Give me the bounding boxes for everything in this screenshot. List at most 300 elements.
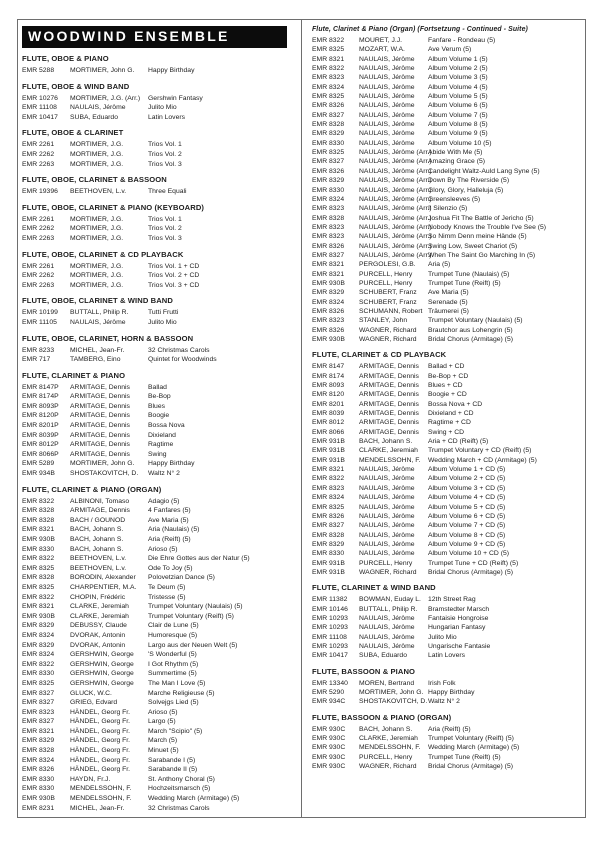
title-cell: Summertime (5): [148, 670, 197, 678]
title-cell: 'S Wonderful (5): [148, 651, 197, 659]
composer-cell: TAMBERG, Eino: [70, 356, 121, 364]
composer-cell: NAULAIS, Jérôme (Arr.): [359, 251, 432, 259]
composer-cell: MOURET, J.J.: [359, 37, 403, 44]
title-cell: Trios Vol. 1 + CD: [148, 262, 200, 270]
section-heading: FLUTE, OBOE & CLARINET: [22, 128, 124, 138]
ref-cell: EMR 8327: [22, 689, 55, 697]
ref-cell: EMR 8323: [312, 223, 345, 231]
title-cell: Hochzeitsmarsch (5): [148, 785, 211, 793]
catalog-row: [22, 346, 297, 356]
catalog-row: [312, 381, 581, 390]
title-cell: Latin Lovers: [148, 113, 186, 121]
ref-cell: EMR 8329: [22, 622, 55, 630]
title-cell: Boogie: [148, 412, 170, 420]
ref-cell: EMR 8321: [22, 526, 55, 534]
composer-cell: SCHUBERT, Franz: [359, 298, 417, 306]
ref-cell: EMR 8328: [312, 121, 345, 129]
ref-cell: EMR 8330: [312, 139, 345, 147]
catalog-row: [22, 545, 297, 555]
title-cell: Album Volume 6 (5): [428, 102, 488, 110]
title-cell: Trumpet Voluntary (Naulais) (5): [428, 317, 523, 325]
ref-cell: EMR 8233: [22, 346, 55, 354]
catalog-row: [312, 540, 581, 549]
catalog-row: [22, 554, 297, 564]
left-column: [18, 20, 301, 817]
section-heading: FLUTE, CLARINET & PIANO (ORGAN): [22, 484, 162, 494]
composer-cell: NAULAIS, Jérôme: [359, 93, 415, 101]
title-cell: Album Volume 5 + CD (5): [428, 503, 506, 511]
catalog-row: [312, 743, 581, 752]
composer-cell: CLARKE, Jeremiah: [359, 735, 418, 743]
ref-cell: EMR 2263: [22, 160, 55, 168]
catalog-row: [312, 679, 581, 688]
catalog-section: [312, 25, 581, 344]
ref-cell: EMR 8327: [312, 158, 345, 166]
title-cell: Blues: [148, 402, 166, 410]
ref-cell: EMR 8066P: [22, 450, 59, 458]
title-cell: Arioso (5): [148, 708, 178, 716]
composer-cell: ARMITAGE, Dennis: [70, 507, 130, 515]
title-cell: Clair de Lune (5): [148, 622, 199, 630]
ref-cell: EMR 2263: [22, 234, 55, 242]
composer-cell: BACH, Johann S.: [70, 545, 124, 553]
ref-cell: EMR 8321: [312, 466, 345, 474]
catalog-row: [22, 421, 297, 431]
catalog-row: [312, 129, 581, 138]
ref-cell: EMR 8326: [312, 242, 345, 250]
composer-cell: NAULAIS, Jérôme: [359, 550, 415, 558]
catalog-row: [312, 549, 581, 558]
ref-cell: EMR 930B: [22, 612, 55, 620]
ref-cell: EMR 11108: [22, 104, 57, 112]
title-cell: Trumpet Tune (Reift) (5): [428, 279, 501, 287]
ref-cell: EMR 930B: [22, 795, 55, 803]
catalog-row: [22, 593, 297, 603]
catalog-row: [22, 459, 297, 469]
title-cell: So Nimm Denn meine Hände (5): [428, 233, 527, 241]
title-cell: 32 Christmas Carols: [148, 804, 210, 812]
title-cell: When The Saint Go Marching In (5): [428, 251, 536, 259]
composer-cell: HÄNDEL, Georg Fr.: [70, 718, 131, 726]
title-cell: Bramstedter Marsch: [428, 605, 490, 613]
right-column: [302, 20, 585, 817]
ref-cell: EMR 5290: [312, 689, 345, 696]
catalog-row: [22, 736, 297, 746]
composer-cell: GLUCK, W.C.: [70, 689, 112, 697]
composer-cell: MORTIMER, J.G.: [70, 225, 124, 233]
title-cell: Trumpet Voluntary (Naulais) (5): [148, 603, 243, 611]
composer-cell: NAULAIS, Jérôme: [359, 642, 415, 650]
composer-cell: NAULAIS, Jérôme: [359, 102, 415, 110]
ref-cell: EMR 930C: [312, 744, 346, 752]
catalog-row: [312, 734, 581, 743]
composer-cell: ARMITAGE, Dennis: [70, 412, 130, 420]
catalog-row: [22, 140, 297, 150]
catalog-row: [22, 746, 297, 756]
ref-cell: EMR 930C: [312, 735, 346, 743]
catalog-row: [312, 73, 581, 82]
ref-cell: EMR 8330: [22, 775, 55, 783]
ref-cell: EMR 8321: [312, 261, 345, 269]
title-cell: Ungarische Fantasie: [428, 642, 491, 650]
catalog-row: [22, 756, 297, 766]
composer-cell: WAGNER, Richard: [359, 336, 417, 343]
composer-cell: BEETHOVEN, L.v.: [70, 555, 127, 563]
composer-cell: NAULAIS, Jérôme: [70, 104, 126, 112]
section-heading: FLUTE, BASSOON & PIANO: [312, 666, 416, 676]
title-cell: Fanfare - Rondeau (5): [428, 37, 496, 44]
composer-cell: NAULAIS, Jérôme: [359, 494, 415, 502]
title-cell: Ballad: [148, 383, 167, 391]
composer-cell: HÄNDEL, Georg Fr.: [70, 708, 131, 716]
title-cell: Fantaisie Hongroise: [428, 614, 489, 622]
catalog-row: [22, 497, 297, 507]
title-cell: Happy Birthday: [148, 67, 195, 74]
composer-cell: NAULAIS, Jérôme (Arr.): [359, 195, 432, 203]
catalog-row: [312, 167, 581, 176]
catalog-row: [22, 215, 297, 225]
catalog-row: [22, 402, 297, 412]
catalog-row: [22, 271, 297, 281]
title-cell: Boogie + CD: [428, 391, 467, 399]
composer-cell: MORTIMER, J.G.: [70, 141, 124, 149]
ref-cell: EMR 8324: [312, 494, 345, 502]
catalog-row: [312, 697, 581, 706]
composer-cell: GERSHWIN, George: [70, 679, 134, 687]
composer-cell: MORTIMER, John G.: [70, 460, 135, 468]
catalog-row: [312, 101, 581, 110]
catalog-section: [22, 334, 297, 365]
composer-cell: PERGOLESI, G.B.: [359, 261, 416, 269]
catalog-row: [22, 431, 297, 441]
composer-cell: BOWMAN, Euday L.: [359, 596, 421, 604]
title-cell: Album Volume 6 + CD (5): [428, 512, 506, 520]
catalog-row: [312, 362, 581, 371]
ref-cell: EMR 8330: [312, 550, 345, 558]
ref-cell: EMR 8201P: [22, 422, 59, 430]
title-cell: Album Volume 2 (5): [428, 65, 488, 73]
catalog-section: [22, 175, 297, 197]
catalog-row: [22, 794, 297, 804]
ref-cell: EMR 8329: [312, 289, 345, 297]
composer-cell: HÄNDEL, Georg Fr.: [70, 747, 131, 755]
ref-cell: EMR 8328: [22, 516, 55, 524]
ref-cell: EMR 8322: [22, 497, 55, 505]
title-cell: March (5): [148, 737, 178, 745]
composer-cell: MENDELSSOHN, F.: [359, 744, 421, 752]
catalog-row: [312, 279, 581, 288]
catalog-row: [312, 176, 581, 185]
section-heading: FLUTE, CLARINET & WIND BAND: [312, 583, 436, 593]
composer-cell: NAULAIS, Jérôme: [359, 111, 415, 119]
catalog-section: [312, 583, 581, 660]
ref-cell: EMR 8329: [312, 540, 345, 548]
catalog-row: [22, 281, 297, 291]
catalog-row: [22, 784, 297, 794]
title-cell: Blues + CD: [428, 382, 463, 390]
composer-cell: PURCELL, Henry: [359, 559, 413, 567]
ref-cell: EMR 8330: [22, 785, 55, 793]
ref-cell: EMR 931B: [312, 447, 345, 455]
title-cell: Il Silenzio (5): [428, 205, 468, 213]
title-cell: Tristesse (5): [148, 593, 186, 601]
composer-cell: SCHUBERT, Franz: [359, 289, 417, 297]
catalog-row: [312, 326, 581, 335]
ref-cell: EMR 930B: [22, 536, 55, 543]
catalog-row: [312, 372, 581, 381]
title-cell: Album Volume 10 + CD (5): [428, 550, 510, 558]
ref-cell: EMR 2262: [22, 272, 55, 280]
ref-cell: EMR 8322: [312, 65, 345, 73]
catalog-section: [22, 485, 297, 814]
catalog-row: [22, 392, 297, 402]
title-cell: Trumpet Voluntary (Reift) (5): [428, 735, 514, 743]
section-heading: FLUTE, OBOE, CLARINET & CD PLAYBACK: [22, 249, 184, 259]
catalog-row: [312, 614, 581, 623]
catalog-row: [312, 568, 581, 577]
ref-cell: EMR 8323: [312, 484, 345, 492]
catalog-row: [22, 469, 297, 479]
title-cell: Gershwin Fantasy: [148, 94, 203, 102]
ref-cell: EMR 8327: [22, 718, 55, 726]
title-cell: Wedding March (Armitage) (5): [428, 744, 520, 752]
title-cell: Album Volume 3 + CD (5): [428, 484, 506, 492]
title-cell: I Got Rhythm (5): [148, 660, 199, 668]
composer-cell: PURCELL, Henry: [359, 753, 413, 761]
ref-cell: EMR 8322: [312, 475, 345, 483]
catalog-row: [22, 516, 297, 526]
composer-cell: CLARKE, Jeremiah: [359, 447, 418, 455]
catalog-row: [312, 465, 581, 474]
ref-cell: EMR 8324: [312, 298, 345, 306]
ref-cell: EMR 8324: [22, 631, 55, 639]
ref-cell: EMR 8321: [312, 55, 345, 63]
composer-cell: NAULAIS, Jérôme: [359, 624, 415, 632]
catalog-section: [312, 350, 581, 577]
catalog-row: [312, 400, 581, 409]
catalog-section: [22, 128, 297, 169]
title-cell: Aria (Reift) (5): [428, 725, 471, 733]
ref-cell: EMR 8326: [312, 307, 345, 315]
catalog-row: [312, 409, 581, 418]
catalog-row: [22, 308, 297, 318]
title-cell: Greensleeves (5): [428, 195, 481, 203]
composer-cell: MOZART, W.A.: [359, 46, 405, 54]
ref-cell: EMR 8328: [312, 531, 345, 539]
title-cell: Album Volume 1 (5): [428, 55, 488, 63]
catalog-section: [22, 250, 297, 291]
composer-cell: MORTIMER, John G.: [359, 689, 424, 696]
catalog-row: [22, 113, 297, 123]
composer-cell: MENDELSSOHN, F.: [70, 795, 132, 803]
section-heading: FLUTE, OBOE & PIANO: [22, 54, 109, 63]
catalog-row: [312, 298, 581, 307]
ref-cell: EMR 10276: [22, 94, 58, 102]
catalog-row: [312, 651, 581, 660]
composer-cell: BEETHOVEN, L.v.: [70, 564, 127, 572]
section-heading: FLUTE, OBOE, CLARINET & WIND BAND: [22, 296, 173, 306]
catalog-row: [22, 318, 297, 328]
title-cell: Happy Birthday: [148, 460, 195, 468]
catalog-row: [312, 531, 581, 540]
ref-cell: EMR 8325: [22, 583, 55, 591]
title-cell: Trumpet Tune (Naulais) (5): [428, 270, 510, 278]
title-cell: Adagio (5): [148, 497, 180, 505]
composer-cell: BACH, Johann S.: [359, 725, 413, 733]
ref-cell: EMR 930B: [312, 279, 345, 287]
ref-cell: EMR 5289: [22, 460, 55, 468]
catalog-row: [312, 204, 581, 213]
composer-cell: GRIEG, Edvard: [70, 699, 118, 707]
catalog-row: [312, 484, 581, 493]
ref-cell: EMR 19396: [22, 188, 58, 196]
composer-cell: BEETHOVEN, L.v.: [70, 188, 127, 196]
catalog-section: [22, 371, 297, 479]
ref-cell: EMR 2261: [22, 141, 55, 149]
title-cell: Trios Vol. 2: [148, 225, 182, 233]
section-heading: FLUTE, OBOE, CLARINET, HORN & BASSOON: [22, 333, 194, 343]
ref-cell: EMR 8325: [22, 564, 55, 572]
catalog-row: [312, 474, 581, 483]
title-cell: Minuet (5): [148, 747, 179, 755]
title-cell: Julito Mio: [148, 318, 177, 326]
composer-cell: ARMITAGE, Dennis: [70, 422, 130, 430]
composer-cell: SHOSTAKOVITCH, D.: [70, 470, 139, 478]
title-cell: Be-Bop + CD: [428, 372, 469, 380]
title-cell: Ragtime: [148, 441, 174, 449]
composer-cell: MORTIMER, J.G.: [70, 262, 124, 270]
ref-cell: EMR 8323: [312, 74, 345, 82]
ref-cell: EMR 8325: [22, 679, 55, 687]
composer-cell: CLARKE, Jeremiah: [70, 612, 129, 620]
ref-cell: EMR 8327: [22, 699, 55, 707]
catalog-row: [312, 642, 581, 651]
title-cell: Ave Maria (5): [148, 516, 189, 524]
catalog-row: [312, 418, 581, 427]
ref-cell: EMR 10417: [312, 652, 348, 660]
ref-cell: EMR 8231: [22, 804, 55, 812]
catalog-row: [312, 157, 581, 166]
composer-cell: NAULAIS, Jérôme (Arr.): [359, 149, 432, 157]
ref-cell: EMR 931B: [312, 559, 345, 567]
catalog-row: [312, 428, 581, 437]
composer-cell: PURCELL, Henry: [359, 279, 413, 287]
title-cell: Abide With Me (5): [428, 149, 483, 157]
composer-cell: NAULAIS, Jérôme: [359, 83, 415, 91]
title-cell: Album Volume 7 + CD (5): [428, 522, 506, 530]
catalog-row: [312, 595, 581, 604]
composer-cell: PURCELL, Henry: [359, 270, 413, 278]
composer-cell: NAULAIS, Jérôme: [70, 318, 126, 326]
title-cell: Trios Vol. 2 + CD: [148, 272, 200, 280]
ref-cell: EMR 8328: [22, 574, 55, 582]
title-cell: Wedding March (Armitage) (5): [148, 795, 240, 803]
title-cell: Ode To Joy (5): [148, 564, 193, 572]
title-cell: Aria + CD (Reift) (5): [428, 438, 489, 446]
composer-cell: NAULAIS, Jérôme: [359, 139, 415, 147]
composer-cell: DVORAK, Antonin: [70, 641, 126, 649]
catalog-row: [312, 605, 581, 614]
ref-cell: EMR 8324: [22, 651, 55, 659]
title-cell: Die Ehre Gottes aus der Natur (5): [148, 555, 250, 563]
catalog-row: [22, 669, 297, 679]
catalog-row: [22, 450, 297, 460]
catalog-row: [22, 804, 297, 814]
ref-cell: EMR 2263: [22, 281, 55, 289]
catalog-row: [22, 573, 297, 583]
title-cell: Trumpet Tune + CD (Reift) (5): [428, 559, 519, 567]
ref-cell: EMR 8324: [312, 195, 345, 203]
title-cell: Marche Religieuse (5): [148, 689, 215, 697]
ref-cell: EMR 8323: [312, 317, 345, 325]
catalog-row: [312, 316, 581, 325]
ref-cell: EMR 8012: [312, 419, 345, 427]
composer-cell: ARMITAGE, Dennis: [70, 402, 130, 410]
catalog-row: [22, 383, 297, 393]
catalog-row: [312, 260, 581, 269]
composer-cell: NAULAIS, Jérôme (Arr.): [359, 223, 432, 231]
title-cell: Trios Vol. 2: [148, 150, 182, 158]
catalog-row: [312, 83, 581, 92]
title-cell: Julito Mio: [148, 104, 177, 112]
title-cell: Swing: [148, 450, 167, 458]
catalog-row: [312, 493, 581, 502]
title-cell: Trumpet Tune (Reift) (5): [428, 753, 501, 761]
title-cell: Trios Vol. 3: [148, 160, 182, 168]
catalog-row: [312, 335, 581, 344]
ref-cell: EMR 8326: [312, 326, 345, 334]
catalog-row: [22, 160, 297, 170]
ref-cell: EMR 8323: [312, 205, 345, 213]
catalog-row: [312, 251, 581, 260]
catalog-row: [312, 688, 581, 697]
title-cell: Latin Lovers: [428, 652, 466, 660]
ref-cell: EMR 8329: [312, 130, 345, 138]
composer-cell: NAULAIS, Jérôme (Arr.): [359, 214, 432, 222]
composer-cell: STANLEY, John: [359, 317, 408, 325]
title-cell: Trios Vol. 1: [148, 141, 182, 149]
ref-cell: EMR 8323: [312, 233, 345, 241]
title-cell: Humoresque (5): [148, 631, 198, 639]
catalog-row: [312, 437, 581, 446]
catalog-row: [312, 725, 581, 734]
catalog-row: [22, 440, 297, 450]
ref-cell: EMR 11382: [312, 596, 348, 604]
composer-cell: NAULAIS, Jérôme: [359, 74, 415, 82]
ref-cell: EMR 8324: [22, 756, 55, 764]
composer-cell: NAULAIS, Jérôme: [359, 466, 415, 474]
catalog-row: [312, 521, 581, 530]
ref-cell: EMR 2261: [22, 262, 55, 270]
title-cell: Aria (Naulais) (5): [148, 526, 200, 534]
ref-cell: EMR 8330: [312, 186, 345, 194]
composer-cell: ARMITAGE, Dennis: [359, 382, 419, 390]
title-cell: Album Volume 3 (5): [428, 74, 488, 82]
catalog-row: [312, 195, 581, 204]
ref-cell: EMR 2261: [22, 215, 55, 223]
catalog-section: [22, 296, 297, 327]
ref-cell: EMR 8147: [312, 363, 345, 371]
catalog-row: [312, 242, 581, 251]
ref-cell: EMR 931B: [312, 456, 345, 464]
title-cell: Aria (5): [428, 261, 451, 269]
ref-cell: EMR 8093P: [22, 402, 59, 410]
catalog-row: [312, 762, 581, 771]
composer-cell: ARMITAGE, Dennis: [70, 393, 130, 401]
title-cell: Ave Verum (5): [428, 46, 472, 54]
title-cell: Candelight Waltz-Auld Lang Syne (5): [428, 167, 540, 175]
title-cell: 12th Street Rag: [428, 596, 476, 604]
